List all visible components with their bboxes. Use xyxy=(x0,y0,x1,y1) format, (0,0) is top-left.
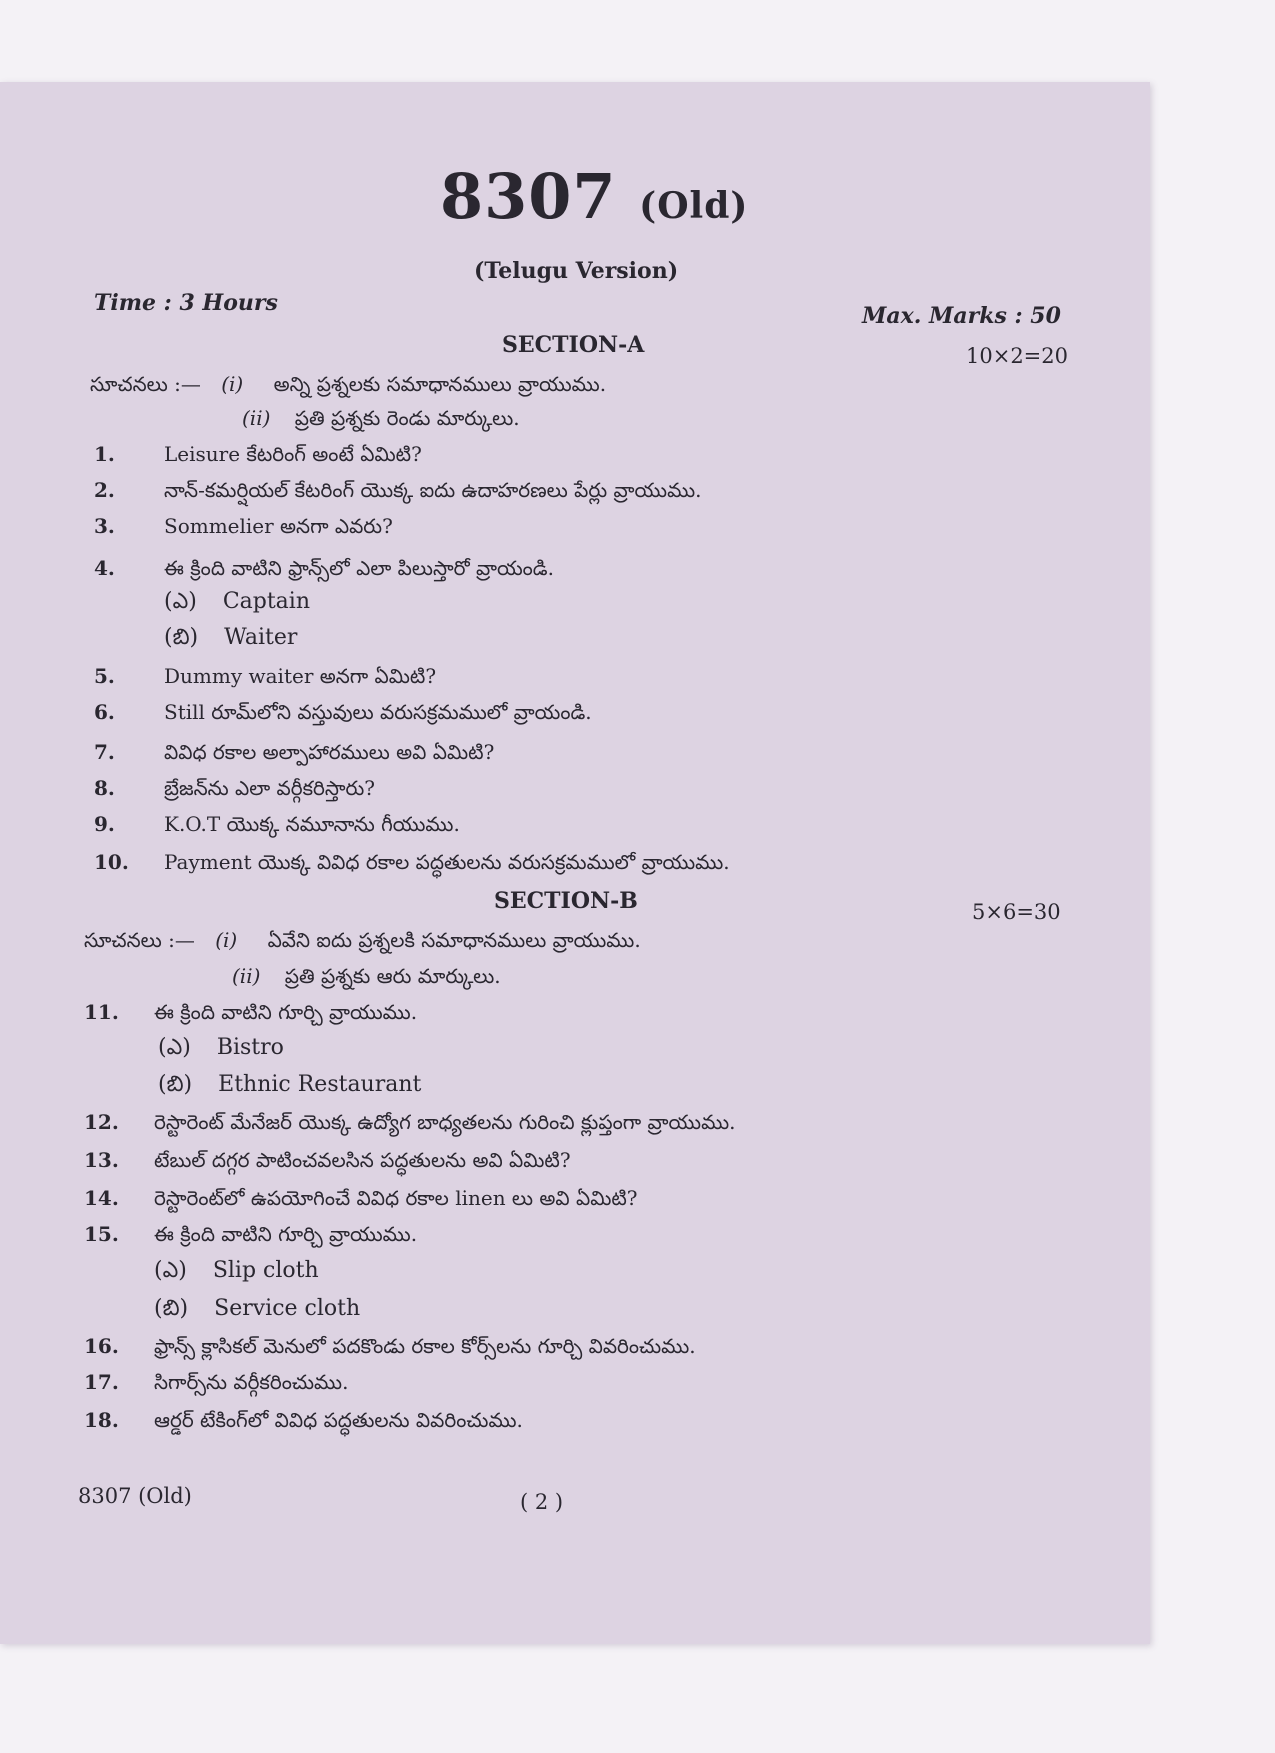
question-text: ఈ క్రింది వాటిని ఫ్రాన్స్‌లో ఎలా పిలుస్తారో వ్రాయండి. xyxy=(164,556,554,580)
option-label: (బి) xyxy=(158,1072,193,1097)
question-7 xyxy=(94,740,494,769)
question-number: 1. xyxy=(94,442,115,466)
option-label: (ఎ) xyxy=(154,1258,187,1283)
q4-option-a xyxy=(164,589,310,619)
question-text: K.O.T యొక్క నమూనాను గీయుము. xyxy=(164,812,460,836)
section-b-note-1 xyxy=(84,928,641,957)
question-text: ఈ క్రింది వాటిని గూర్చి వ్రాయుము. xyxy=(154,1000,418,1024)
question-number: 17. xyxy=(84,1370,119,1394)
option-text: Ethnic Restaurant xyxy=(218,1072,422,1097)
question-number: 7. xyxy=(94,740,115,764)
section-a-marks: 10×2=20 xyxy=(966,344,1068,368)
question-text: Leisure కేటరింగ్ అంటే ఏమిటి? xyxy=(164,442,422,466)
question-text: నాన్-కమర్షియల్ కేటరింగ్ యొక్క ఐదు ఉదాహరణలు పేర్లు వ్రాయుము. xyxy=(164,478,702,502)
question-number: 5. xyxy=(94,664,115,688)
section-b-title: SECTION-B xyxy=(494,888,638,914)
question-17 xyxy=(84,1370,348,1399)
question-number: 13. xyxy=(84,1148,119,1172)
section-b-marks: 5×6=30 xyxy=(972,900,1061,924)
question-number: 18. xyxy=(84,1408,119,1432)
question-text: Still రూమ్‌లోని వస్తువులు వరుసక్రమములో వ్రాయండి. xyxy=(164,700,592,724)
question-text: ఫ్రాన్స్ క్లాసికల్ మెనులో పదకొండు రకాల కోర్స్‌లను గూర్చి వివరించుము. xyxy=(154,1334,696,1358)
question-text: బ్రేజన్‌ను ఎలా వర్గీకరిస్తారు? xyxy=(164,776,375,800)
note-text: ఏవేని ఐదు ప్రశ్నలకి సమాధానములు వ్రాయుము. xyxy=(267,928,641,952)
section-a-title: SECTION-A xyxy=(502,332,645,358)
question-9 xyxy=(94,812,460,841)
footer-code: 8307 (Old) xyxy=(78,1484,192,1508)
page-number: ( 2 ) xyxy=(520,1490,564,1514)
question-14 xyxy=(84,1186,638,1215)
question-text: రెస్టారెంట్‌లో ఉపయోగించే వివిధ రకాల linen లు అవి ఏమిటి? xyxy=(154,1186,638,1210)
question-number: 6. xyxy=(94,700,115,724)
note-text: ప్రతి ప్రశ్నకు ఆరు మార్కులు. xyxy=(284,964,501,988)
option-text: Waiter xyxy=(224,625,298,650)
option-text: Service cloth xyxy=(214,1296,361,1321)
question-8 xyxy=(94,776,375,805)
question-4 xyxy=(94,556,554,585)
question-text: సిగార్స్‌ను వర్గీకరించుము. xyxy=(154,1370,349,1394)
question-5 xyxy=(94,664,436,693)
note-numeral: (i) xyxy=(215,928,238,952)
question-15 xyxy=(84,1222,417,1251)
option-label: (ఎ) xyxy=(164,589,197,614)
question-3 xyxy=(94,514,393,543)
question-text: ఆర్డర్ టేకింగ్‌లో వివిధ పద్ధతులను వివరించుము. xyxy=(154,1408,523,1432)
question-text: వివిధ రకాల అల్పాహారములు అవి ఏమిటి? xyxy=(164,740,495,764)
option-text: Captain xyxy=(222,589,311,614)
question-text: Payment యొక్క వివిధ రకాల పద్ధతులను వరుసక్రమములో వ్రాయుము. xyxy=(164,850,730,874)
question-text: రెస్టారెంట్ మేనేజర్ యొక్క ఉద్యోగ బాధ్యతలను గురించి క్లుప్తంగా వ్రాయుము. xyxy=(154,1110,736,1134)
question-number: 2. xyxy=(94,478,115,502)
note-text: ప్రతి ప్రశ్నకు రెండు మార్కులు. xyxy=(294,406,520,430)
question-number: 12. xyxy=(84,1110,119,1134)
question-number: 15. xyxy=(84,1222,119,1246)
q15-option-b xyxy=(154,1296,360,1326)
question-text: Sommelier అనగా ఎవరు? xyxy=(164,514,393,538)
note-numeral: (i) xyxy=(221,372,244,396)
question-number: 9. xyxy=(94,812,115,836)
max-marks-label: Max. Marks : 50 xyxy=(862,303,1061,329)
question-6 xyxy=(94,700,592,729)
section-a-note-1 xyxy=(90,372,606,401)
note-label: సూచనలు :— xyxy=(90,372,201,396)
option-label: (ఎ) xyxy=(158,1035,191,1060)
time-label: Time : 3 Hours xyxy=(94,290,278,316)
question-number: 10. xyxy=(94,850,129,874)
note-label: సూచనలు :— xyxy=(84,928,195,952)
question-text: Dummy waiter అనగా ఏమిటి? xyxy=(164,664,437,688)
q15-option-a xyxy=(154,1258,319,1288)
question-12 xyxy=(84,1110,736,1139)
option-text: Bistro xyxy=(216,1035,284,1060)
question-number: 14. xyxy=(84,1186,119,1210)
version-label: (Telugu Version) xyxy=(474,258,679,284)
paper-code xyxy=(440,160,748,233)
paper-code-number: 8307 xyxy=(440,160,617,233)
option-label: (బి) xyxy=(164,625,199,650)
paper-code-old: (Old) xyxy=(639,185,749,227)
question-number: 3. xyxy=(94,514,115,538)
question-10 xyxy=(94,850,730,879)
note-numeral: (ii) xyxy=(242,406,271,430)
section-a-note-2 xyxy=(242,406,520,435)
q11-option-b xyxy=(158,1072,421,1102)
question-number: 8. xyxy=(94,776,115,800)
question-2 xyxy=(94,478,702,507)
note-numeral: (ii) xyxy=(232,964,261,988)
question-text: ఈ క్రింది వాటిని గూర్చి వ్రాయుము. xyxy=(154,1222,418,1246)
question-18 xyxy=(84,1408,523,1437)
question-number: 16. xyxy=(84,1334,119,1358)
question-11 xyxy=(84,1000,417,1029)
note-text: అన్ని ప్రశ్నలకు సమాధానములు వ్రాయుము. xyxy=(273,372,607,396)
question-16 xyxy=(84,1334,696,1363)
question-number: 11. xyxy=(84,1000,119,1024)
q11-option-a xyxy=(158,1035,284,1065)
question-text: టేబుల్ దగ్గర పాటించవలసిన పద్ధతులను అవి ఏమిటి? xyxy=(154,1148,571,1172)
question-13 xyxy=(84,1148,571,1177)
option-text: Slip cloth xyxy=(212,1258,319,1283)
section-b-note-2 xyxy=(232,964,501,993)
option-label: (బి) xyxy=(154,1296,189,1321)
question-1 xyxy=(94,442,422,471)
question-number: 4. xyxy=(94,556,115,580)
q4-option-b xyxy=(164,625,297,655)
